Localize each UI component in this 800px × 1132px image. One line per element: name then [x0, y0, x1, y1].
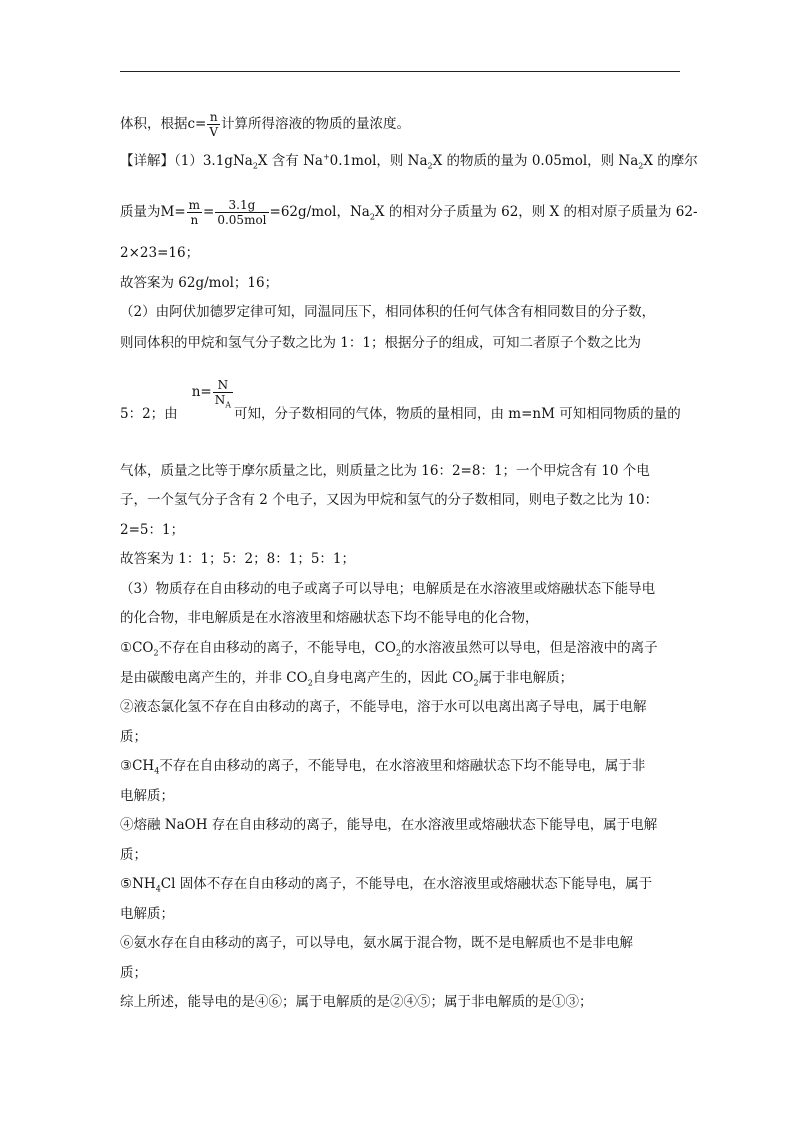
- text-span: 不存在自由移动的离子，不能导电，在水溶液里和熔融状态下均不能导电，属于非: [159, 758, 646, 774]
- subscript: 2: [638, 161, 644, 171]
- fraction-numerator: 3.1g: [215, 198, 268, 213]
- text-line: ⑥氨水存在自由移动的离子，可以导电，氨水属于混合物，既不是电解质也不是非电解: [120, 935, 633, 951]
- fraction-denominator: n: [190, 213, 199, 227]
- text-line: 2×23=16；: [120, 245, 200, 261]
- text-line: （2）由阿伏加德罗定律可知，同温同压下，相同体积的任何气体含有相同数目的分子数，: [120, 304, 656, 320]
- subscript: 2: [369, 212, 375, 222]
- formula-lhs: M=: [160, 204, 186, 220]
- text-span: 可知，分子数相同的气体，物质的量相同，由 m=nM 可知相同物质的量的: [233, 406, 681, 422]
- text-line: 子，一个氢气分子含有 2 个电子，又因为甲烷和氢气的分子数相同，则电子数之比为 10：: [120, 492, 659, 508]
- fraction-denominator: 0.05mol: [217, 213, 267, 227]
- text-span: ⑤NH: [120, 876, 156, 892]
- text-line: 故答案为 1：1；5：2；8：1；5：1；: [120, 551, 356, 567]
- text-span: 质量为: [120, 204, 161, 220]
- formula-lhs: c=: [187, 116, 207, 132]
- fraction-numerator: n: [207, 110, 220, 125]
- formula-wrap: [191, 378, 234, 410]
- formula-fraction: [207, 110, 220, 139]
- text-line: 质；: [120, 729, 147, 745]
- text-span: 的水溶液虽然可以导电，但是溶液中的离子: [401, 640, 658, 656]
- text-line: 质；: [120, 847, 147, 863]
- text-span: X 含有 Na: [257, 153, 323, 169]
- text-line: [120, 378, 681, 429]
- text-line: ②液态氯化氢不存在自由移动的离子，不能导电，溶于水可以电离出离子导电，属于电解: [120, 699, 647, 715]
- subscript: 2: [307, 678, 313, 688]
- subscript: 2: [252, 161, 258, 171]
- text-line: 电解质；: [120, 906, 174, 922]
- text-line: 的化合物，非电解质是在水溶液里和熔融状态下均不能导电的化合物，: [120, 610, 539, 626]
- text-line: （3）物质存在自由移动的电子或离子可以导电；电解质是在水溶液里或熔融状态下能导电: [120, 581, 656, 597]
- text-line: [120, 110, 410, 139]
- text-span: ③CH: [120, 758, 155, 774]
- formula-fraction: [213, 378, 233, 410]
- text-line: 故答案为 62g/mol；16；: [120, 275, 279, 291]
- text-span: 是由碳酸电离产生的，并非 CO: [120, 670, 308, 686]
- text-line: ④熔融 NaOH 存在自由移动的离子，能导电，在水溶液里或熔融状态下能导电，属于电解: [120, 817, 658, 833]
- text-line: [120, 639, 658, 657]
- text-line: [120, 875, 652, 893]
- subscript: 4: [154, 766, 160, 776]
- header-rule: [120, 71, 680, 72]
- superscript: +: [322, 152, 330, 162]
- fraction-denominator: V: [209, 125, 219, 139]
- fraction-denominator: [213, 393, 233, 410]
- text-span: 0.1mol，则 Na: [329, 153, 428, 169]
- text-line: [120, 669, 573, 687]
- text-span: =: [203, 204, 215, 220]
- text-line: 气体，质量之比等于摩尔质量之比，则质量之比为 16：2=8：1；一个甲烷含有 10 个电: [120, 463, 650, 479]
- text-span: X 的物质的量为 0.05mol，则 Na: [432, 153, 639, 169]
- formula-fraction: [187, 198, 202, 227]
- subscript: 2: [153, 648, 159, 658]
- text-span: 体积，根据: [120, 116, 188, 132]
- fraction-numerator: m: [188, 198, 201, 212]
- text-span: X 的摩尔: [643, 153, 698, 169]
- text-line: [120, 757, 645, 775]
- text-span: X 的相对分子质量为 62，则 X 的相对原子质量为 62-: [374, 204, 698, 220]
- text-span: 不存在自由移动的离子，不能导电，CO: [158, 640, 396, 656]
- subscript: A: [225, 400, 231, 410]
- text-line: 2=5：1；: [120, 522, 185, 538]
- subscript: 2: [427, 161, 433, 171]
- subscript: 2: [396, 648, 402, 658]
- text-span: 计算所得溶液的物质的量浓度。: [221, 116, 411, 132]
- text-line: [120, 198, 698, 227]
- text-span: 5：2；由: [120, 406, 178, 422]
- text-span: （1）3.1gNa: [174, 153, 253, 169]
- text-line: 综上所述，能导电的是④⑥；属于电解质的是②④⑤；属于非电解质的是①③；: [120, 994, 593, 1010]
- text-span: =62g/mol: [269, 204, 337, 220]
- subscript: 2: [473, 678, 479, 688]
- text-span: Cl 固体不存在自由移动的离子，不能导电，在水溶液里或熔融状态下能导电，属于: [160, 876, 653, 892]
- text-line: 质；: [120, 965, 147, 981]
- formula-lhs: n=: [191, 384, 212, 400]
- text-span: ，Na: [336, 204, 370, 220]
- text-line: 则同体积的甲烷和氢气分子数之比为 1：1；根据分子的组成，可知二者原子个数之比为: [120, 335, 641, 351]
- text-line: [120, 152, 698, 170]
- text-span: 自身电离产生的，因此 CO: [312, 670, 474, 686]
- formula-fraction: [215, 198, 268, 227]
- text-span: ①CO: [120, 640, 154, 656]
- text-span: N: [214, 393, 226, 407]
- subscript: 4: [155, 884, 161, 894]
- text-span: 属于非电解质；: [478, 670, 574, 686]
- detail-label: 【详解】: [120, 153, 174, 169]
- text-line: 电解质；: [120, 788, 174, 804]
- fraction-numerator: N: [213, 378, 233, 393]
